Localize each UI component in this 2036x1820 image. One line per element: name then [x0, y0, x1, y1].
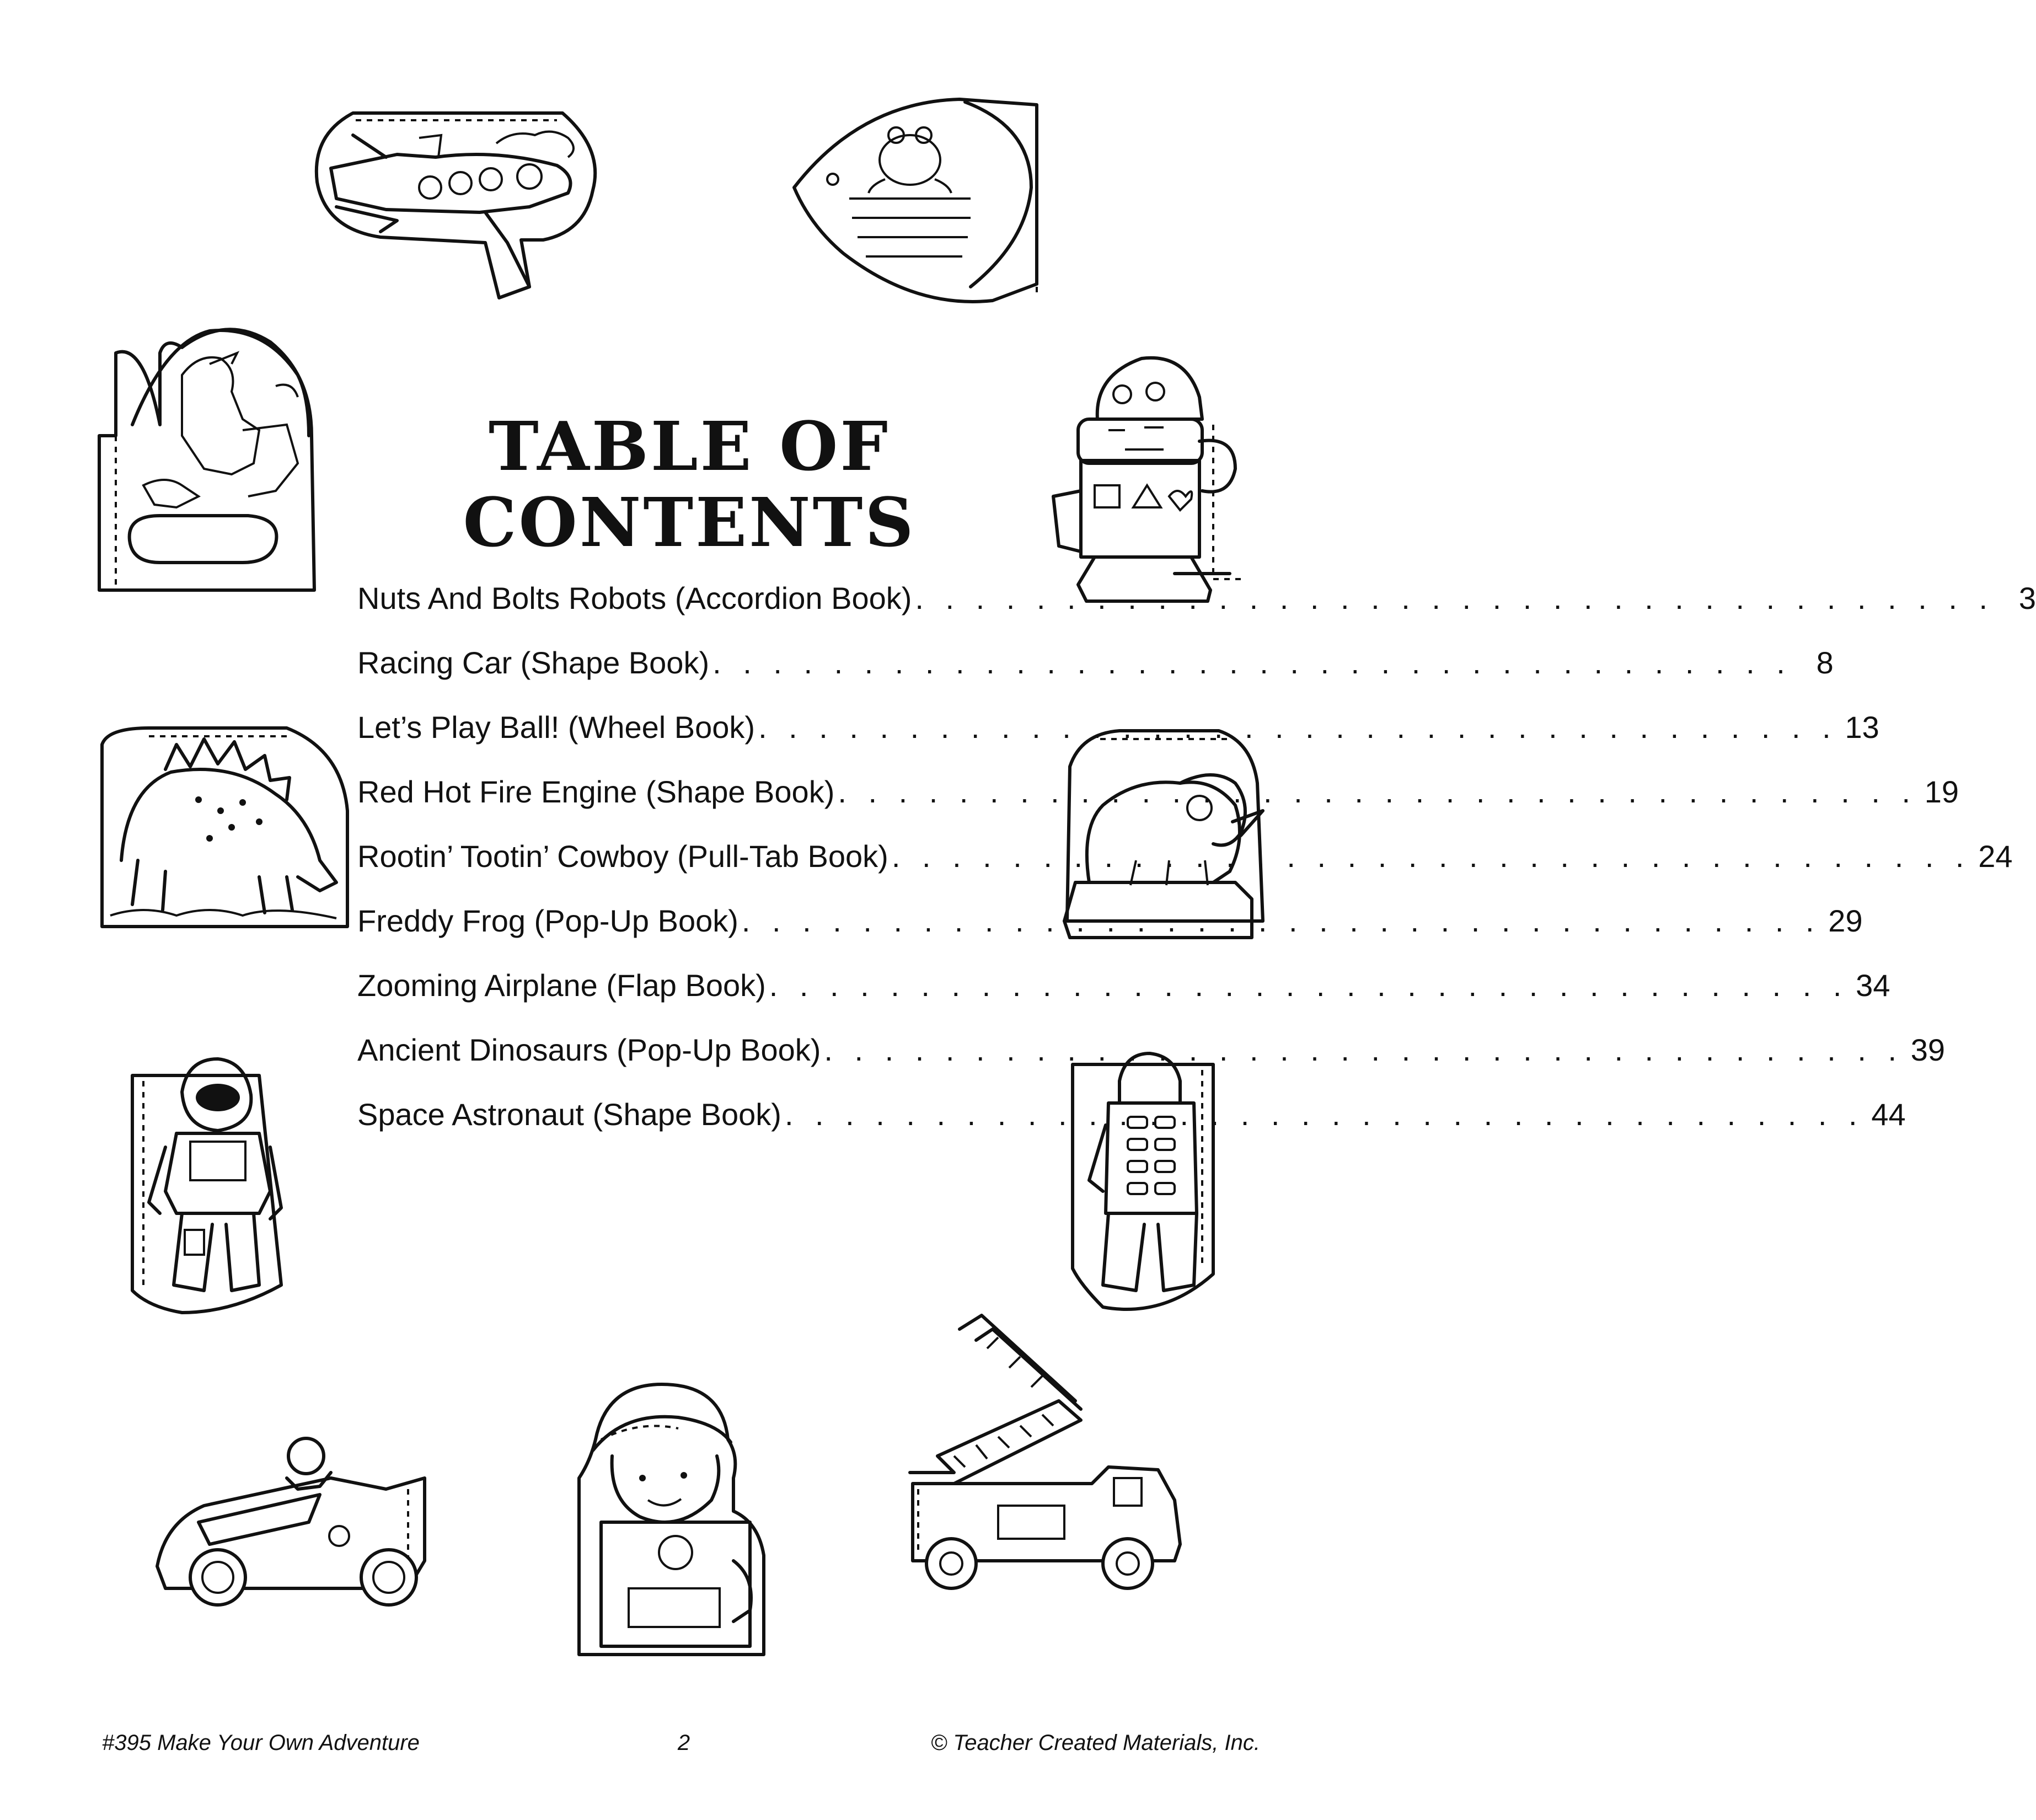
toc-entry-page: 34: [1856, 968, 1890, 1003]
toc-leader-dots: . . . . . . . . . . . . . . . . . . . . . . . . . . . . . . . . . . . .: [891, 839, 1971, 874]
footer-copyright: © Teacher Created Materials, Inc.: [930, 1731, 1260, 1755]
toc-entry-title: Let’s Play Ball! (Wheel Book): [357, 710, 756, 745]
toc-leader-dots: . . . . . . . . . . . . . . . . . . . . . . . . . . . . . . . . . . . .: [784, 1097, 1864, 1132]
toc-entry-page: 24: [1978, 839, 2013, 874]
toc-leader-dots: . . . . . . . . . . . . . . . . . . . . . . . . . . . . . . . . . . . .: [712, 645, 1792, 680]
toc-leader-dots: . . . . . . . . . . . . . . . . . . . . . . . . . . . . . . . . . . . .: [758, 710, 1837, 745]
toc-entry-title: Freddy Frog (Pop-Up Book): [357, 903, 738, 938]
cowboy-illustration: [99, 329, 314, 590]
toc-entry[interactable]: [357, 1032, 1946, 1096]
toc-entry[interactable]: [357, 903, 1863, 967]
toc-leader-dots: . . . . . . . . . . . . . . . . . . . . . . . . . . . . . . . . . . . .: [769, 968, 1849, 1003]
toc-entry-page: 13: [1845, 710, 1879, 745]
footer-page-number: 2: [677, 1731, 690, 1755]
toc-entry-page: 3: [2018, 581, 2036, 615]
astronaut-back-illustration: [1073, 1053, 1213, 1309]
racing-car-illustration: [157, 1438, 425, 1605]
toc-entry[interactable]: [357, 645, 1834, 709]
toc-leader-dots: . . . . . . . . . . . . . . . . . . . . . . . . . . . . . . . . . . . .: [838, 774, 1917, 809]
toc-entry-title: Racing Car (Shape Book): [357, 645, 710, 680]
toc-entry-page: 19: [1924, 774, 1959, 809]
title-line-1: TABLE OF: [488, 406, 891, 486]
toc-entry-title: Space Astronaut (Shape Book): [357, 1097, 781, 1132]
toc-entry-page: 44: [1871, 1097, 1906, 1132]
toc-entry[interactable]: [357, 709, 1879, 774]
toc-entry-title: Zooming Airplane (Flap Book): [357, 968, 766, 1003]
toc-leader-dots: . . . . . . . . . . . . . . . . . . . . . . . . . . . . . . . . . . . .: [915, 581, 1995, 615]
ball-player-illustration: [579, 1384, 764, 1655]
footer-book-title: #395 Make Your Own Adventure: [102, 1731, 420, 1755]
toc-entry[interactable]: [357, 838, 2013, 903]
toc-entry[interactable]: [357, 580, 2036, 645]
stegosaurus-illustration: [102, 728, 347, 927]
toc-entry-page: 39: [1910, 1032, 1946, 1067]
toc-leader-dots: . . . . . . . . . . . . . . . . . . . . . . . . . . . . . . . . . . . .: [824, 1032, 1904, 1067]
page-title: [386, 408, 993, 560]
toc-entry[interactable]: [357, 774, 1959, 838]
frog-illustration: [794, 99, 1037, 302]
toc-entry-page: 29: [1828, 903, 1863, 938]
title-line-2: CONTENTS: [463, 483, 916, 562]
toc-entry[interactable]: [357, 967, 1890, 1032]
toc-entry-page: 8: [1816, 645, 1834, 680]
toc-entry[interactable]: [357, 1096, 1906, 1161]
fire-engine-illustration: [910, 1315, 1180, 1588]
toc-leader-dots: . . . . . . . . . . . . . . . . . . . . . . . . . . . . . . . . . . . .: [741, 903, 1821, 938]
toc-entry-title: Red Hot Fire Engine (Shape Book): [357, 774, 835, 809]
airplane-illustration: [317, 113, 595, 298]
toc-entry-title: Rootin’ Tootin’ Cowboy (Pull-Tab Book): [357, 839, 888, 874]
robot-illustration: [1053, 358, 1241, 601]
toc-entry-title: Ancient Dinosaurs (Pop-Up Book): [357, 1032, 821, 1067]
astronaut-front-illustration: [132, 1059, 281, 1313]
table-of-contents: [357, 580, 2036, 1161]
toc-entry-title: Nuts And Bolts Robots (Accordion Book): [357, 581, 912, 615]
